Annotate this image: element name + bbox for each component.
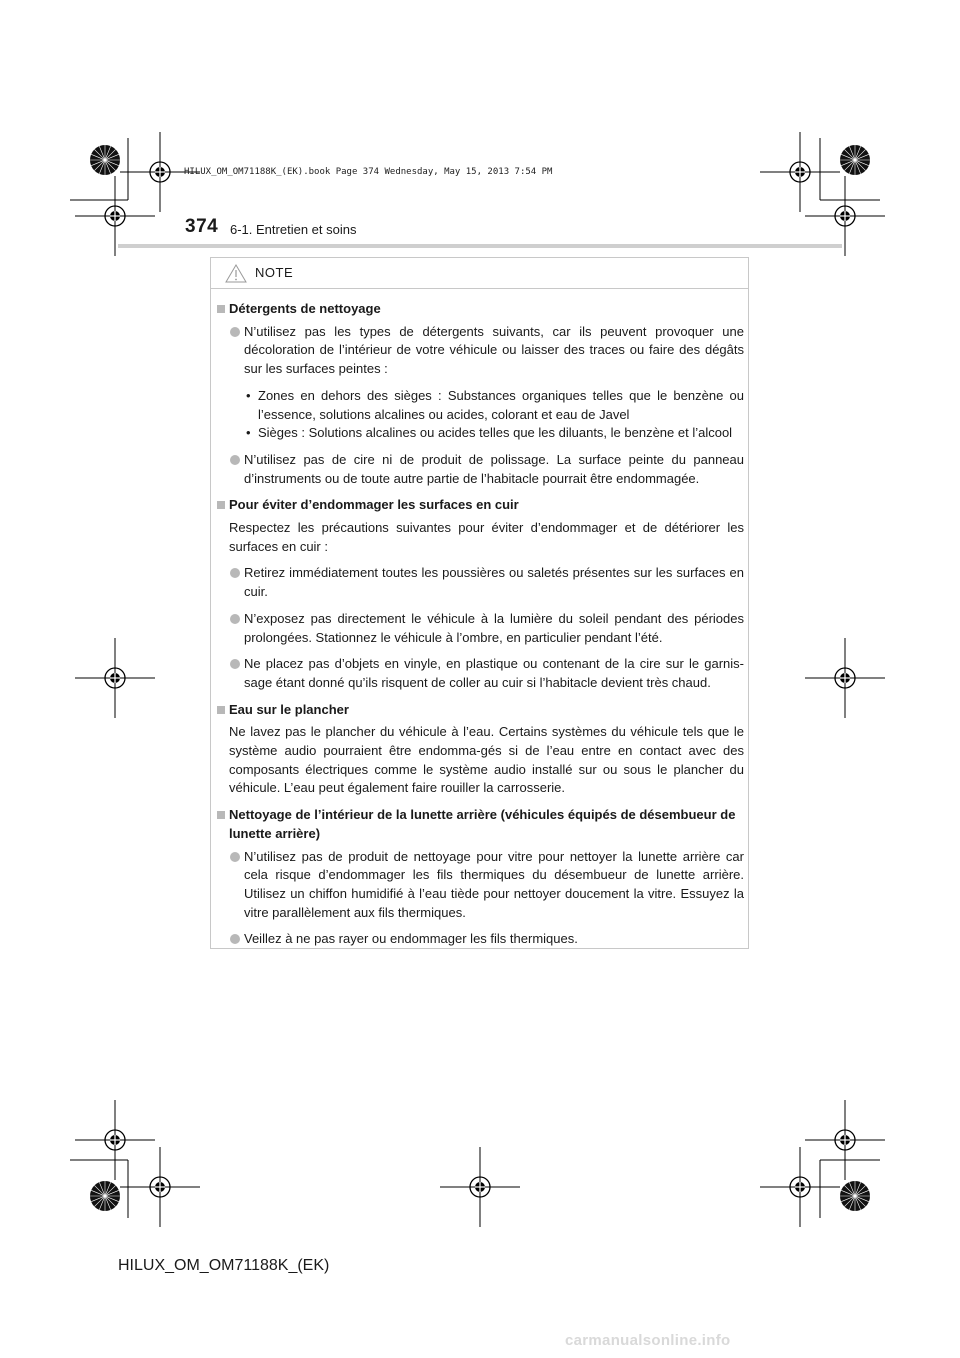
section-heading: Eau sur le plancher [214, 701, 744, 720]
sub-list-item: • Zones en dehors des sièges : Substances organiques telles que le benzène ou l’essence, solutions alcalines ou acides, colorant et eau de Javel [246, 387, 744, 422]
sub-bullet-marker: • [246, 425, 251, 441]
paragraph: Respectez les précautions suivantes pour éviter d’endommager et de détériorer les surfaces en cuir : [229, 520, 744, 554]
section-heading: Pour éviter d’endommager les surfaces en cuir [214, 496, 744, 515]
sub-list-item: • Sièges : Solutions alcalines ou acides telles que les diluants, le benzène et l’alcool [214, 424, 744, 443]
paragraph: Ne lavez pas le plancher du véhicule à l’eau. Certains systèmes du véhicule tels que le système audio pourraient être endomma-gés si de l’eau entre en contact avec des composants électriques comme le système audio installé sur ou sous le plancher du véhicule. L’eau peut également faire rouiller la carrosserie. [229, 724, 744, 796]
circle-bullet-icon [230, 852, 240, 862]
list-item: N’utilisez pas de cire ni de produit de polissage. La surface peinte du panneau d’instruments ou de toute autre partie de l’habitacle pourrait être endommagée. [214, 451, 744, 488]
watermark: carmanualsonline.info [565, 1332, 731, 1349]
manual-code: HILUX_OM_OM71188K_(EK) [118, 1257, 330, 1274]
circle-bullet-icon [230, 568, 240, 578]
circle-bullet-icon [230, 934, 240, 944]
note-content [214, 300, 744, 957]
circle-bullet-icon [230, 614, 240, 624]
list-item: N’exposez pas directement le véhicule à la lumière du soleil pendant des périodes prolongées. Stationnez le véhicule à l’ombre, en particulier pendant l’été. [214, 610, 744, 647]
note-box [210, 257, 749, 949]
sub-bullet-marker: • [246, 387, 251, 403]
square-bullet-icon [217, 811, 225, 819]
square-bullet-icon [217, 706, 225, 714]
list-item: Ne placez pas d’objets en vinyle, en plastique ou contenant de la cire sur le garnis-sage étant donné qu’ils risquent de coller au cuir si l’habitacle devient très chaud. [214, 655, 744, 692]
section-title: 6-1. Entretien et soins [230, 222, 357, 237]
list-item: Retirez immédiatement toutes les poussières ou saletés présentes sur les surfaces en cuir. [214, 564, 744, 601]
section-heading: Nettoyage de l’intérieur de la lunette arrière (véhicules équipés de désembueur de lunette arrière) [214, 806, 744, 843]
note-header [211, 258, 748, 289]
note-title: NOTE [255, 265, 294, 280]
circle-bullet-icon [230, 659, 240, 669]
section-heading: Détergents de nettoyage [214, 300, 744, 319]
circle-bullet-icon [230, 327, 240, 337]
list-item: Veillez à ne pas rayer ou endommager les fils thermiques. [214, 930, 744, 949]
book-info-line: HILUX_OM_OM71188K_(EK).book Page 374 Wednesday, May 15, 2013 7:54 PM [184, 167, 553, 177]
warning-triangle-icon [225, 264, 247, 283]
page-number: 374 [185, 216, 219, 237]
square-bullet-icon [217, 305, 225, 313]
square-bullet-icon [217, 501, 225, 509]
circle-bullet-icon [230, 455, 240, 465]
list-item: N’utilisez pas de produit de nettoyage pour vitre pour nettoyer la lunette arrière car cela risque d’endommager les fils thermiques du désembueur de lunette arrière. Utilisez un chiffon humidifié à l’eau tiède pour nettoyer doucement la vitre. Essuyez la vitre parallèlement aux fils thermiques. [214, 848, 744, 923]
list-item: N’utilisez pas les types de détergents suivants, car ils peuvent provoquer une décoloration de l’intérieur de votre véhicule ou laisser des traces ou faire des dégâts sur les surfaces peintes : [214, 323, 744, 379]
header-rule [118, 244, 842, 248]
